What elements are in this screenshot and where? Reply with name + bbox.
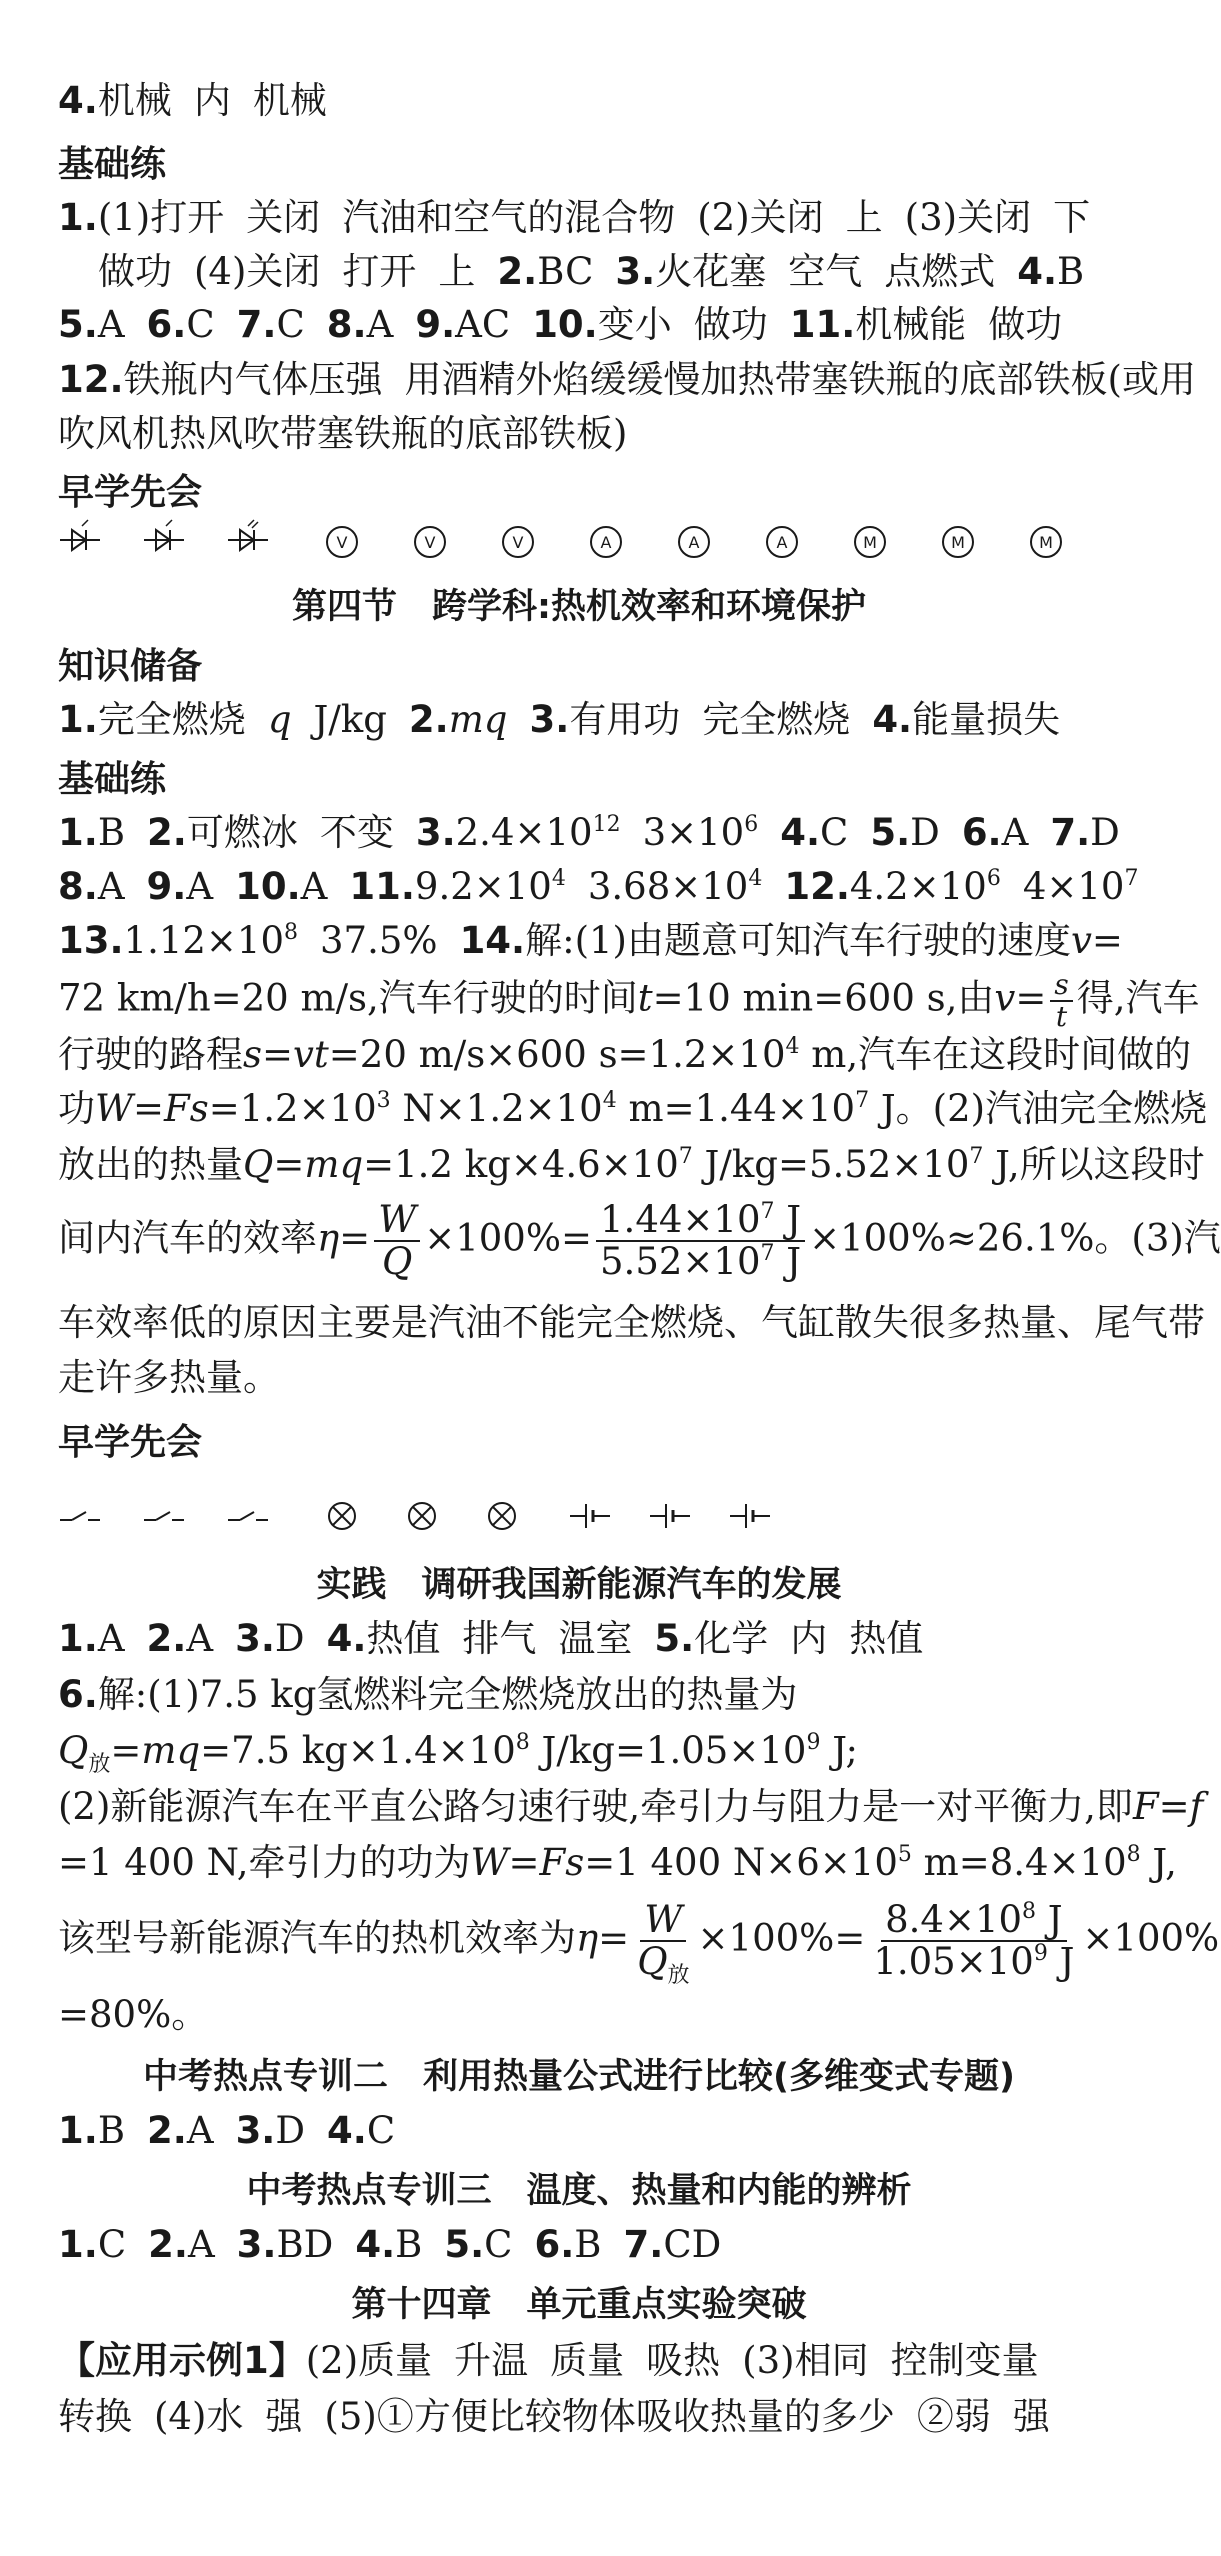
operator: = [508,1841,540,1884]
question-number: 9. [415,303,456,346]
diode-icon [142,518,186,562]
answer-text: J。(2)汽油完全燃烧 [869,1087,1208,1130]
question-number: 1. [58,1617,98,1660]
answer-text: B [395,2223,423,2266]
answer-text: (3)相同 [742,2339,869,2382]
answer-text: A [186,865,214,908]
question-number: 6. [534,2223,575,2266]
fraction: $\frac{W}{Q}$ [374,1200,420,1282]
answer-text: A [186,2109,214,2152]
answer-text: J/kg [313,698,387,741]
answer-text: B [574,2223,602,2266]
answer-text: $3.68\times 10^4$ [587,865,763,908]
diode-icon [58,518,102,562]
question-number: 2. [408,698,449,741]
operator: = [273,1143,305,1186]
question-number: 1. [58,811,98,854]
question-number: 4. [327,2109,367,2152]
section-heading: 基础练 [58,144,167,185]
answer-text: 37.5% [320,919,438,962]
question-number: 2. [147,2109,187,2152]
question-number: 3. [235,2109,276,2152]
lamp-icon [400,1494,444,1538]
answer-text: D [275,2109,306,2152]
answer-text: 该型号新能源汽车的热机效率为 [58,1916,576,1960]
question-number: 7. [236,303,277,346]
answer-line [58,76,1118,128]
question-number: 4. [872,698,913,741]
section-heading: 早学先会 [58,1422,203,1463]
answer-line [58,1030,1192,1082]
question-number: 2. [146,1617,187,1660]
question-number: 3. [235,1617,275,1660]
answer-text: CD [663,2223,722,2266]
question-number: 7. [623,2223,664,2266]
question-number: 6. [961,811,1002,854]
answer-text: 用酒精外焰缓缓慢加热带塞铁瓶的底部铁板(或用 [404,358,1196,401]
exponent: 8 [1126,1842,1141,1867]
lamp-icon [480,1494,524,1538]
section-title: 中考热点专训二 利用热量公式进行比较(多维变式专题) [143,2057,1015,2097]
answer-text: 内 [193,79,231,122]
answer-text: 上 [438,250,476,293]
answer-text: 内 [790,1617,828,1660]
answer-line: 车效率低的原因主要是汽油不能完全燃烧、气缸散失很多热量、尾气带 [58,1301,1205,1344]
circuit-symbol-row [58,518,1118,570]
answer-text: 强 [265,2395,303,2438]
answer-line [58,1084,1208,1136]
answer-text: 放出的热量 [58,1143,243,1186]
answer-line [58,2392,1118,2444]
question-number: 4. [326,1617,367,1660]
motor-icon: M [1022,518,1066,562]
answer-text: q [267,698,292,741]
section-title: 第十四章 单元重点实验突破 [351,2285,807,2325]
exponent: 4 [785,1034,800,1059]
operator: = [133,1087,165,1130]
answer-text: 机械能 [855,303,967,346]
answer-text: 做功 [98,250,172,293]
variable: Fs [164,1087,209,1130]
answer-text: 完全燃烧 [702,698,851,741]
voltmeter-icon: V [494,518,538,562]
answer-line [58,300,1118,352]
question-number: 12. [784,865,850,908]
variable: vt [293,1033,329,1076]
answer-text: ×100% [1082,1916,1220,1960]
section-heading: 早学先会 [58,472,203,513]
answer-text: B [1057,250,1085,293]
answer-text: $2.4\times 10^{12}$ [455,811,621,854]
answer-text: 机械 [252,79,327,122]
question-number: 3. [529,698,570,741]
question-number: 1. [58,2109,98,2152]
variable: Q [243,1143,274,1186]
question-number: 4. [780,811,821,854]
answer-text: 转换 [58,2395,132,2438]
exponent: 5 [897,1842,912,1867]
answer-text: A [186,1617,214,1660]
operator: = [1158,1785,1190,1828]
answer-line [58,2336,1118,2388]
variable: Q [58,1729,89,1772]
diode-icon [226,518,270,562]
answer-text: 控制变量 [890,2339,1039,2382]
answer-text: 行驶的路程 [58,1033,243,1076]
question-number: 6. [58,1673,98,1716]
answer-text: A [300,865,328,908]
answer-line [58,2106,1118,2158]
answer-text: J/kg=5.52×10 [692,1143,970,1186]
answer-text: $3\times 10^6$ [642,811,759,854]
answer-text: (4)水 [154,2395,244,2438]
exponent: 3 [376,1088,391,1113]
answer-text: B [97,2109,126,2152]
answer-text: =7.5 kg×1.4×10 [200,1729,516,1772]
answer-text: 72 km/h=20 m/s,汽车行驶的时间 [58,976,638,1020]
answer-text: 上 [845,196,883,239]
answer-text: $4\times 10^7$ [1022,865,1139,908]
question-number: 7. [1050,811,1091,854]
question-number: 4. [355,2223,396,2266]
answer-text: A [97,865,125,908]
answer-text: J; [820,1729,858,1772]
answer-text: J/kg=1.05×10 [529,1729,807,1772]
answer-text: AC [455,303,511,346]
answer-text: ②弱 [916,2395,991,2438]
question-number: 2. [148,2223,188,2266]
answer-text: $4.2\times 10^6$ [849,865,1001,908]
ammeter-icon: A [758,518,802,562]
variable: η [317,1216,340,1260]
answer-text: A [97,1617,125,1660]
answer-line: 走许多热量。 [58,1356,280,1399]
answer-line [58,2220,1118,2272]
answer-text: A [187,2223,215,2266]
fraction: $\frac{1.44\times 10^7 J}{5.52\times 10^7 J}$ [596,1200,805,1282]
answer-text: =20 m/s×600 s=1.2×10 [328,1033,786,1076]
battery-icon [728,1494,772,1538]
answer-text: 强 [1012,2395,1050,2438]
question-number: 8. [58,865,98,908]
operator: = [110,1729,142,1772]
answer-line [58,1838,1177,1890]
answer-text: 功 [58,1087,95,1130]
answer-text: 热值 [366,1617,441,1660]
answer-text: m=1.44×10 [616,1087,856,1130]
answer-text: (3)关闭 [904,196,1032,239]
question-number: 6. [146,303,187,346]
question-number: 2. [147,811,187,854]
answer-text: 变小 [597,303,672,346]
answer-text: 关闭 [246,196,321,239]
answer-line [58,1670,1118,1722]
operator: = [1091,919,1123,962]
answer-line [58,1782,1204,1834]
operator: = [1015,976,1047,1020]
answer-text: $9.2\times 10^4$ [414,865,566,908]
answer-text: C [820,811,849,854]
answer-line [58,1898,1220,1988]
answer-text: C [366,2109,396,2152]
answer-text: (2)关闭 [697,196,824,239]
fraction: $\frac{W}{Q_放}$ [637,1898,690,1988]
answer-text: (2)质量 [305,2339,433,2382]
answer-text: ×100%= [697,1916,866,1960]
question-number: 11. [789,303,856,346]
answer-text: 做功 [693,303,768,346]
question-number: 2. [497,250,538,293]
question-number: 4. [1017,250,1058,293]
answer-line [98,247,1118,299]
answer-text: 有用功 [569,698,681,741]
variable: t [637,976,653,1020]
section-title: 中考热点专训三 温度、热量和内能的辨析 [246,2171,912,2211]
answer-text: 机械 [97,79,172,122]
answer-text: A [97,303,125,346]
answer-text: (1)打开 [97,196,225,239]
answer-text: C [186,303,215,346]
answer-text: D [1090,811,1120,854]
ammeter-icon: A [670,518,714,562]
motor-icon: M [846,518,890,562]
question-number: 1. [58,196,98,239]
answer-text: ×100%≈26.1%。(3)汽 [809,1216,1221,1260]
question-number: 3. [236,2223,277,2266]
exponent: 9 [806,1730,821,1755]
question-number: 14. [459,919,526,962]
question-number: 5. [58,303,98,346]
question-number: 9. [146,865,187,908]
answer-line: =80%。 [58,1993,209,2036]
answer-text: 完全燃烧 [97,698,246,741]
question-number: 5. [444,2223,485,2266]
answer-line: 吹风机热风吹带塞铁瓶的底部铁板) [58,412,628,455]
answer-text: BC [537,250,594,293]
switch-icon [142,1494,186,1538]
answer-line [58,916,1123,968]
question-number: 5. [870,811,911,854]
answer-text: m,汽车在这段时间做的 [799,1033,1192,1076]
variable: f [1189,1785,1204,1828]
variable: s [243,1033,262,1076]
variable: η [576,1916,599,1960]
answer-text: 解:(1)7.5 kg氢燃料完全燃烧放出的热量为 [97,1673,798,1716]
answer-text: 升温 [454,2339,529,2382]
answer-line [58,968,1200,1033]
answer-text: J,所以这段时 [983,1143,1205,1186]
question-number: 13. [58,919,124,962]
answer-line [58,355,1196,407]
question-number: 10. [532,303,598,346]
answer-line [58,193,1118,245]
answer-text: C [97,2223,127,2266]
voltmeter-icon: V [406,518,450,562]
answer-text: 能量损失 [912,698,1061,741]
ammeter-icon: A [582,518,626,562]
answer-text: =1 400 N,牵引力的功为 [58,1841,471,1884]
circuit-symbol-row [58,1494,1118,1546]
answer-text: C [484,2223,513,2266]
fraction: $\frac{s}{t}$ [1050,970,1072,1032]
question-number: 3. [615,250,656,293]
variable: mq [304,1143,364,1186]
question-number: 5. [654,1617,695,1660]
answer-line [58,1726,1118,1778]
switch-icon [226,1494,270,1538]
answer-text: 质量 [550,2339,625,2382]
answer-line [58,1198,1221,1283]
section-heading: 基础练 [58,759,167,800]
answer-text: A [366,303,394,346]
variable: mq [141,1729,201,1772]
example-label: 【应用示例1】 [58,2339,306,2382]
question-number: 11. [349,865,415,908]
fraction: $\frac{8.4\times 10^8 J}{1.05\times 10^9 J}$ [873,1898,1075,1983]
section-title: 实践 调研我国新能源汽车的发展 [316,1565,842,1605]
question-number: 1. [58,2223,98,2266]
subscript: 放 [88,1752,111,1777]
answer-text: B [97,811,126,854]
answer-text: 温室 [558,1617,633,1660]
question-number: 1. [58,698,98,741]
answer-text: ×100%= [424,1216,593,1260]
answer-text: 化学 [694,1617,769,1660]
operator: = [598,1916,630,1960]
exponent: 7 [855,1088,870,1113]
exponent: 4 [602,1088,617,1113]
answer-text: $1.12\times 10^8$ [123,919,299,962]
question-number: 8. [326,303,367,346]
exponent: 8 [515,1730,530,1755]
answer-text: N×1.2×10 [390,1087,603,1130]
answer-text: D [274,1617,305,1660]
operator: = [262,1033,294,1076]
lamp-icon [320,1494,364,1538]
answer-line [58,695,1118,747]
answer-text: =1 400 N×6×10 [584,1841,898,1884]
answer-text: m=8.4×10 [911,1841,1127,1884]
question-number: 10. [235,865,301,908]
answer-text: 间内汽车的效率 [58,1216,317,1260]
voltmeter-icon: V [318,518,362,562]
answer-text: 点燃式 [884,250,996,293]
variable: Fs [539,1841,585,1884]
answer-text: =1.2 kg×4.6×10 [363,1143,679,1186]
answer-text: A [1001,811,1029,854]
switch-icon [58,1494,102,1538]
answer-text: 做功 [988,303,1063,346]
answer-text: 吸热 [646,2339,721,2382]
answer-text: 得,汽车 [1076,976,1200,1020]
answer-text: (4)关闭 [194,250,321,293]
exponent: 7 [678,1144,693,1169]
battery-icon [568,1494,612,1538]
question-number: 12. [58,358,124,401]
battery-icon [648,1494,692,1538]
variable: v [994,976,1016,1020]
answer-text: 铁瓶内气体压强 [123,358,383,401]
operator: = [339,1216,371,1260]
answer-text: 热值 [849,1617,924,1660]
answer-text: =1.2×10 [208,1087,377,1130]
answer-text: 下 [1053,196,1091,239]
answer-text: 解:(1)由题意可知汽车行驶的速度 [525,919,1071,962]
answer-text: =10 min=600 s,由 [652,976,995,1020]
answer-line [58,808,1118,860]
answer-text: 打开 [342,250,417,293]
answer-text: 汽油和空气的混合物 [342,196,676,239]
answer-text: D [910,811,940,854]
section-title: 第四节 跨学科:热机效率和环境保护 [292,587,866,627]
answer-text: mq [448,698,508,741]
motor-icon: M [934,518,978,562]
section-heading: 知识储备 [58,646,203,687]
variable: W [470,1841,509,1884]
answer-text: 空气 [788,250,863,293]
question-number: 3. [415,811,456,854]
answer-text: 火花塞 [655,250,767,293]
answer-line [58,862,1139,914]
answer-text: 不变 [319,811,394,854]
exponent: 7 [969,1144,984,1169]
answer-text: 排气 [462,1617,537,1660]
answer-text: (2)新能源汽车在平直公路匀速行驶,牵引力与阻力是一对平衡力,即 [58,1785,1133,1828]
answer-line [58,1614,1118,1666]
answer-text: 可燃冰 [186,811,298,854]
answer-text: C [276,303,305,346]
answer-line [58,1140,1205,1192]
variable: W [95,1087,134,1130]
answer-text: (5)①方便比较物体吸收热量的多少 [324,2395,895,2438]
answer-text: BD [276,2223,334,2266]
question-number: 4. [58,79,98,122]
variable: F [1132,1785,1159,1828]
variable: v [1071,919,1092,962]
answer-text: J, [1140,1841,1177,1884]
